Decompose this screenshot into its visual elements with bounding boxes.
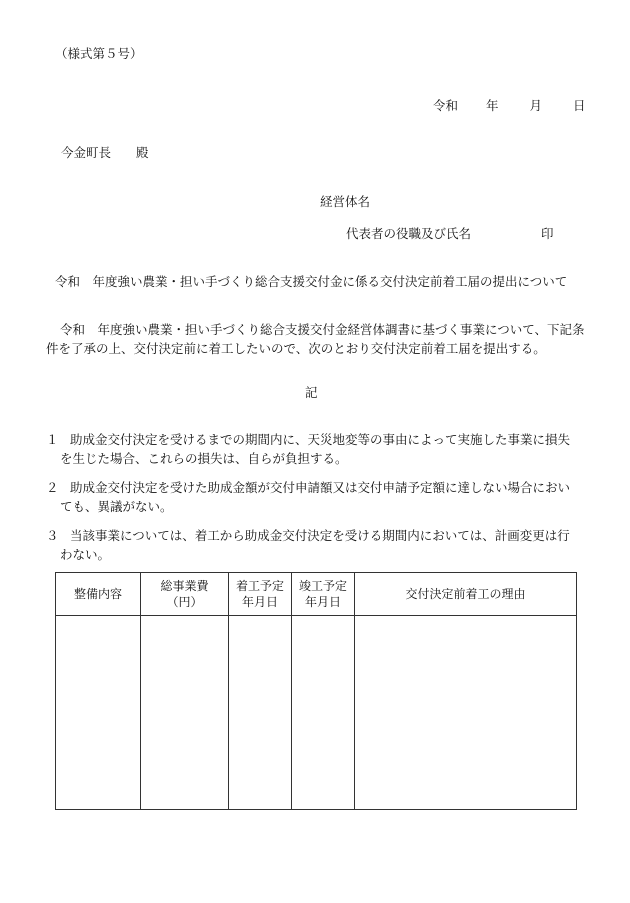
header-completion-date xyxy=(292,573,355,616)
body-paragraph: 令和 年度強い農業・担い手づくり総合支援交付金経営体調書に基づく事業について、下記条件を了承の上、交付決定前に着工したいので、次のとおり交付決定前着工届を提出する。 xyxy=(46,322,585,356)
form-number: （様式第５号） xyxy=(55,46,143,61)
cell-work-content[interactable] xyxy=(56,616,141,810)
header-start-date-line2: 年月日 xyxy=(241,595,278,609)
construction-details-table xyxy=(55,572,577,810)
header-start-date xyxy=(229,573,292,616)
cell-completion-date[interactable] xyxy=(292,616,355,810)
date-day: 日 xyxy=(572,98,586,113)
condition-text-rest: わない。 xyxy=(60,547,111,562)
cell-total-cost[interactable] xyxy=(141,616,229,810)
condition-text-first: 当該事業については、着工から助成金交付決定を受ける期間内においては、計画変更は行 xyxy=(70,528,570,543)
table-header-row xyxy=(56,573,577,616)
condition-text-rest: を生じた場合、これらの損失は、自らが負担する。 xyxy=(60,451,348,466)
header-work-content: 整備内容 xyxy=(56,573,141,616)
header-total-cost-line2: （円） xyxy=(166,595,203,609)
org-name-label: 経営体名 xyxy=(320,194,371,209)
cell-start-date[interactable] xyxy=(229,616,292,810)
condition-item xyxy=(46,430,586,468)
submission-date xyxy=(433,96,585,114)
date-year: 年 xyxy=(485,98,499,113)
seal-label: 印 xyxy=(541,226,554,241)
header-reason: 交付決定前着工の理由 xyxy=(355,573,577,616)
ki-heading: 記 xyxy=(305,385,318,400)
document-title: 令和 年度強い農業・担い手づくり総合支援交付金に係る交付決定前着工届の提出について xyxy=(55,274,568,289)
condition-text-first: 助成金交付決定を受けた助成金額が交付申請額又は交付申請予定額に達しない場合におい xyxy=(70,480,571,495)
addressee: 今金町長 殿 xyxy=(61,145,149,160)
header-completion-date-line2: 年月日 xyxy=(304,595,341,609)
condition-number: ３ xyxy=(46,528,59,543)
table-row xyxy=(56,616,577,810)
header-total-cost xyxy=(141,573,229,616)
condition-item xyxy=(46,526,586,564)
header-completion-date-line1: 竣工予定 xyxy=(298,579,347,593)
condition-text-rest: ても、異議がない。 xyxy=(60,499,173,514)
date-era: 令和 xyxy=(433,98,459,113)
cell-reason[interactable] xyxy=(355,616,577,810)
condition-number: ２ xyxy=(46,480,59,495)
condition-text-first: 助成金交付決定を受けるまでの期間内に、天災地変等の事由によって実施した事業に損失 xyxy=(70,432,571,447)
header-start-date-line1: 着工予定 xyxy=(235,579,284,593)
header-total-cost-line1: 総事業費 xyxy=(160,579,209,593)
representative-label: 代表者の役職及び氏名 xyxy=(346,226,472,241)
condition-item xyxy=(46,478,586,516)
condition-number: １ xyxy=(46,432,59,447)
date-month: 月 xyxy=(529,98,542,113)
